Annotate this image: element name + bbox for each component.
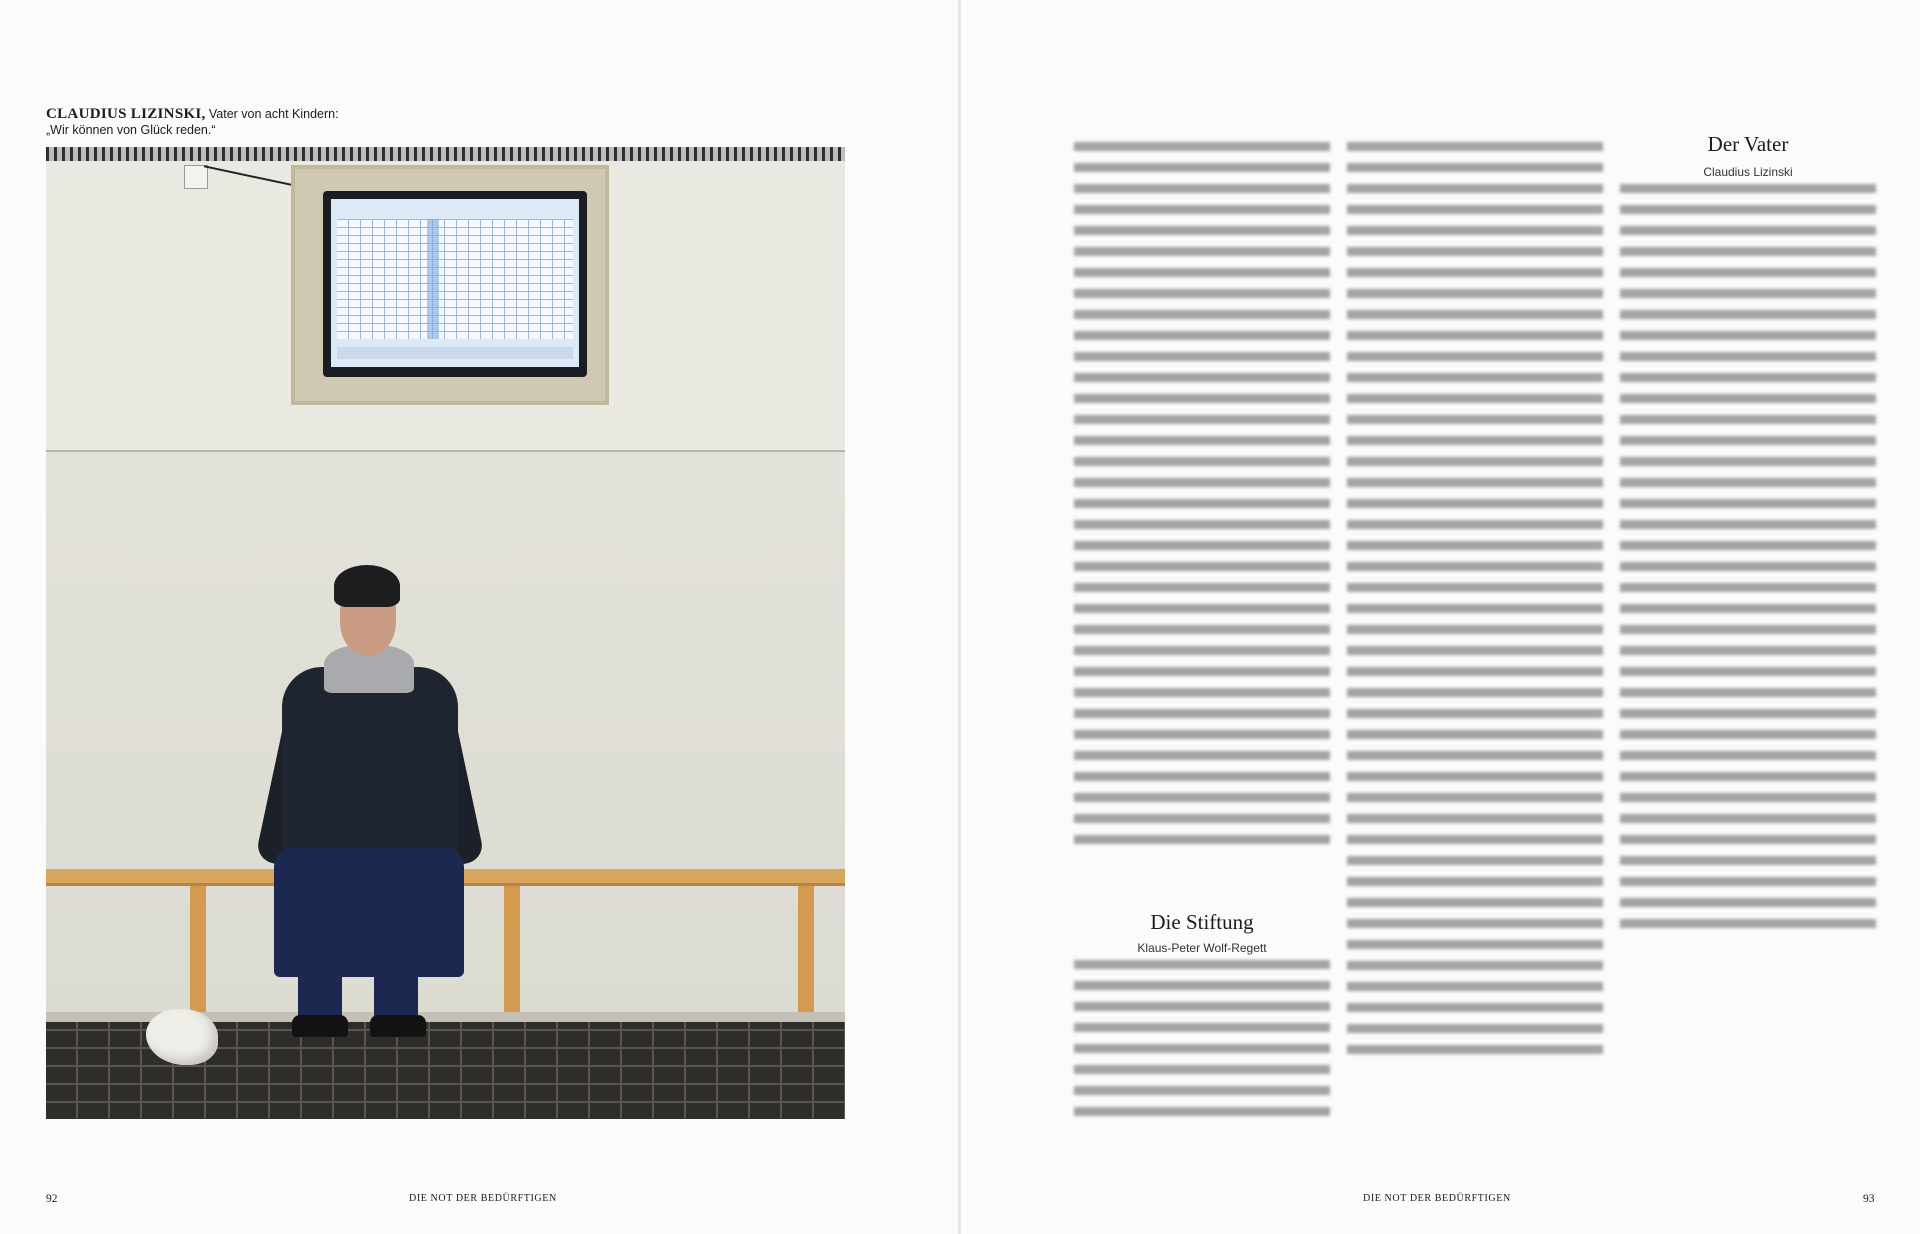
column-3 [1620,134,1876,954]
caption-name: CLAUDIUS LIZINSKI, [46,106,206,122]
caption-quote: „Wir können von Glück reden.“ [46,123,216,137]
photo-caption [46,106,446,138]
ceiling-slats [46,147,845,161]
running-title-right: DIE NOT DER BEDÜRFTIGEN [1363,1193,1511,1204]
right-leg [374,935,418,1025]
illegible-text-block [1074,960,1330,1128]
screen-highlight-column [427,219,439,339]
byline-stiftung: Klaus-Peter Wolf-Regett [1137,941,1267,955]
byline-vater: Claudius Lizinski [1703,165,1793,179]
left-shoe [292,1015,348,1037]
hair [334,565,400,607]
caption-description: Vater von acht Kindern: [208,107,339,121]
screen-table-grid [337,219,573,339]
bench-leg [504,886,520,1016]
monitor-screen [331,199,579,367]
monitor-case [291,165,609,405]
monitor [323,191,587,377]
column-2 [1347,138,1603,1078]
jacket [282,667,458,863]
seated-man [256,565,496,1035]
heading-der-vater: Der Vater [1707,132,1789,156]
bench-leg [798,886,814,1016]
page-number-right: 93 [1863,1193,1875,1205]
screen-title-bar [337,203,573,213]
page-number-left: 92 [46,1193,58,1205]
column-1 [1074,138,1330,1138]
bench-leg [190,886,206,1016]
left-leg [298,935,342,1025]
screen-footer [337,347,573,359]
right-shoe [370,1015,426,1037]
right-page [961,0,1920,1234]
illegible-text-block [1074,142,1330,856]
illegible-text-block [1620,184,1876,940]
illegible-text-block [1347,142,1603,1062]
heading-die-stiftung: Die Stiftung [1150,910,1254,934]
running-title-left: DIE NOT DER BEDÜRFTIGEN [409,1193,557,1204]
left-page [0,0,958,1234]
portrait-photo [46,147,845,1119]
